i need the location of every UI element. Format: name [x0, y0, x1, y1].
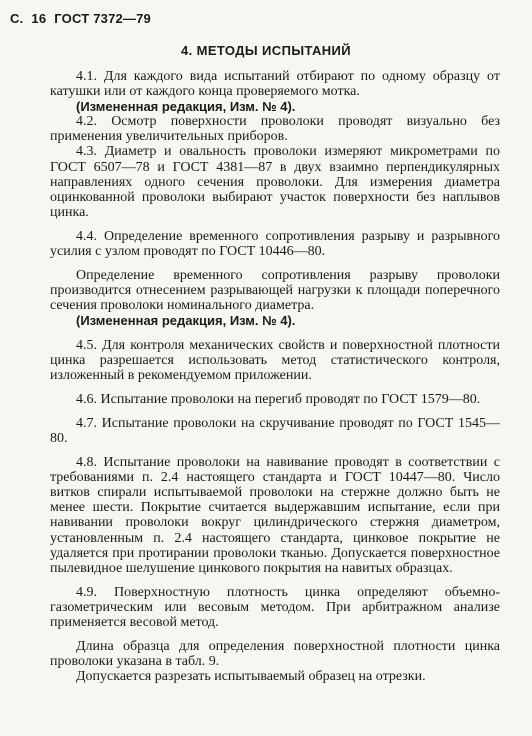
paragraph-4-5: 4.5. Для контроля механических свойств и поверхностной плотности цинка разрешается использовать метод статистического контроля, изложенный в рекомендуемом приложении.: [50, 337, 500, 383]
paragraph-4-4: 4.4. Определение временного сопротивления разрыву и разрывного усилия с узлом проводят по ГОСТ 10446—80.: [50, 228, 500, 260]
document-body: [50, 69, 500, 684]
revision-note: (Измененная редакция, Изм. № 4).: [76, 313, 296, 329]
page-number: 16: [31, 11, 47, 26]
paragraph-4-7: 4.7. Испытание проволоки на скручивание проводят по ГОСТ 1545—80.: [50, 415, 500, 446]
paragraph-4-4-cont: Определение временного сопротивления разрыву проволоки производится отнесением разрывающей нагрузки к площади поперечного сечения проволоки номинального диаметра.: [50, 268, 500, 314]
page-letter: С.: [10, 11, 24, 26]
paragraph-4-8: 4.8. Испытание проволоки на навивание проводят в соответствии с требованиями п. 2.4 настоящего стандарта и ГОСТ 10447—80. Число витков спирали испытываемой проволоки на стержне должно быть не менее шести. Покрытие считается выдержавшим испытание, если при навивании проволоки вокруг цилиндрического стержня диаметром, установленным п. 2.4 настоящего стандарта, цинковое покрытие не удаляется при протирании проволоки тканью. Допускается поверхностное пылевидное шелушение цинкового покрытия на навитых образцах.: [50, 455, 500, 576]
page-header: [10, 11, 159, 26]
revision-note: (Измененная редакция, Изм. № 4).: [76, 99, 296, 115]
paragraph-4-3: 4.3. Диаметр и овальность проволоки измеряют микрометрами по ГОСТ 6507—78 и ГОСТ 4381—87 в двух взаимно перпендикулярных направлениях одного сечения проволоки. Для измерения диаметра оцинкованной проволоки выбирают участок поверхности без наплывов цинка.: [50, 144, 500, 220]
section-title: 4. МЕТОДЫ ИСПЫТАНИЙ: [180, 43, 352, 58]
paragraph-4-9: 4.9. Поверхностную плотность цинка определяют объемно-газометрическим или весовым методом. При арбитражном анализе применяется весовой метод.: [50, 584, 500, 630]
paragraph-4-9-length: Длина образца для определения поверхностной плотности цинка проволоки указана в табл. 9.: [50, 639, 500, 670]
paragraph-4-6: 4.6. Испытание проволоки на перегиб проводят по ГОСТ 1579—80.: [76, 391, 481, 407]
paragraph-4-2: 4.2. Осмотр поверхности проволоки проводят визуально без применения увеличительных приборов.: [50, 114, 500, 145]
paragraph-4-9-cut: Допускается разрезать испытываемый образец на отрезки.: [76, 669, 426, 685]
paragraph-4-1: 4.1. Для каждого вида испытаний отбирают по одному образцу от катушки или от каждого конца проверяемого мотка.: [50, 69, 500, 100]
standard-code: ГОСТ 7372—79: [54, 11, 151, 26]
